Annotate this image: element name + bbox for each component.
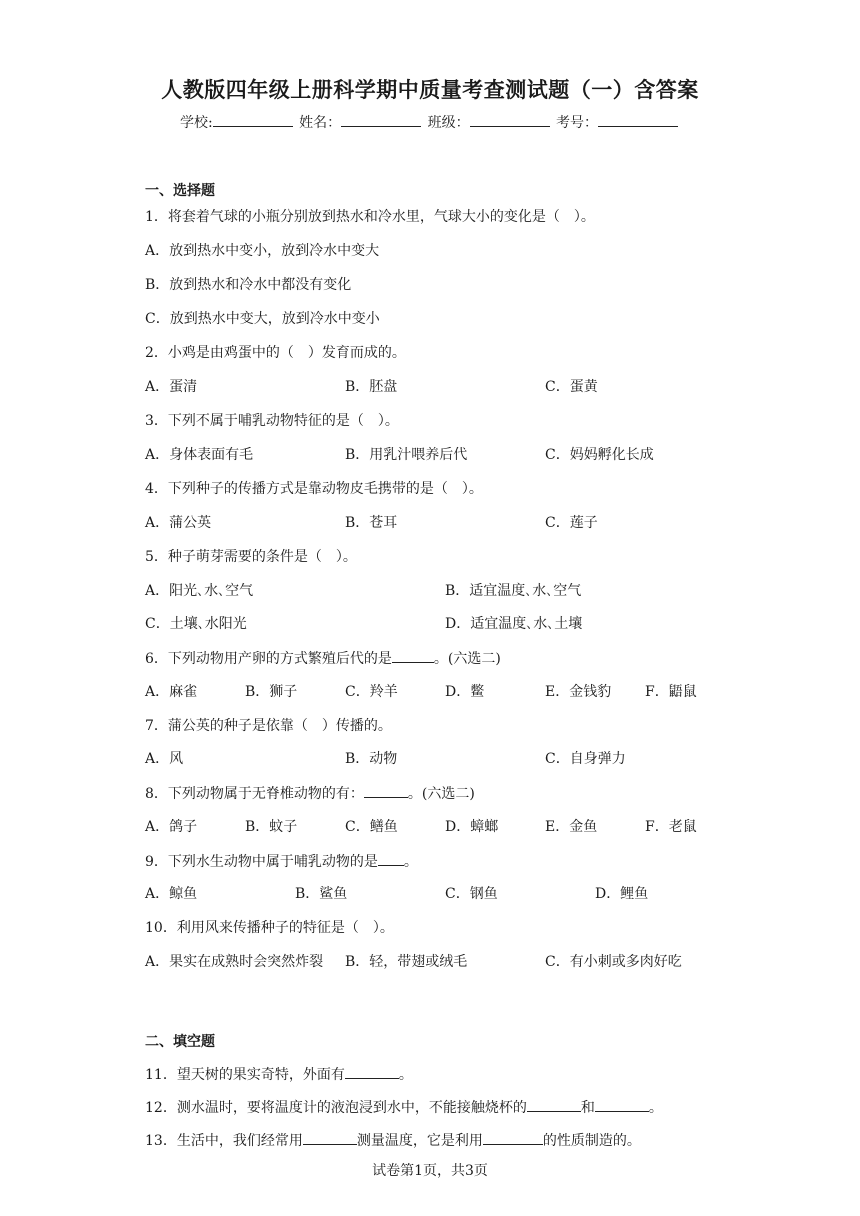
question-10-stem: 10．利用风来传播种子的特征是（ ）。 [145,920,394,936]
question-9-stem-text: 9．下列水生动物中属于哺乳动物的是 [145,854,378,870]
question-12-blank-2[interactable] [595,1097,649,1112]
question-4-option-b: B．苍耳 [345,515,398,531]
question-6-option-f: F．鼯鼠 [645,684,697,700]
question-2-option-a: A．蛋清 [145,379,198,395]
question-8-option-c: C．鳝鱼 [345,819,398,835]
question-6-option-a: A．麻雀 [145,684,198,700]
question-12-tail: 。 [648,1100,663,1116]
question-10-option-c: C．有小刺或多肉好吃 [545,954,682,970]
question-9-option-d: D．鲤鱼 [595,886,649,902]
question-1-option-a: A．放到热水中变小，放到冷水中变大 [145,243,380,259]
name-label: 姓名： [299,115,342,131]
question-6-option-d: D．鳖 [445,684,485,700]
question-7-option-b: B．动物 [345,751,398,767]
exam-number-label: 考号： [556,115,599,131]
question-8-option-f: F．老鼠 [645,819,697,835]
question-1-option-b: B．放到热水和冷水中都没有变化 [145,277,352,293]
question-1-stem: 1．将套着气球的小瓶分别放到热水和冷水里，气球大小的变化是（ ）。 [145,209,595,225]
question-3-option-b: B．用乳汁喂养后代 [345,447,468,463]
question-10-option-a: A．果实在成熟时会突然炸裂 [145,954,324,970]
question-2-option-b: B．胚盘 [345,379,398,395]
question-8-option-a: A．鸽子 [145,819,198,835]
question-8-stem [145,783,475,804]
question-13-tail: 的性质制造的。 [542,1133,641,1149]
school-blank[interactable] [213,112,293,127]
question-2-option-c: C．蛋黄 [545,379,598,395]
question-10-option-b: B．轻，带翅或绒毛 [345,954,468,970]
question-3-stem: 3．下列不属于哺乳动物特征的是（ ）。 [145,413,399,429]
question-11-text: 11．望天树的果实奇特，外面有 [145,1067,345,1083]
question-8-option-e: E．金鱼 [545,819,598,835]
question-5-option-d: D．适宜温度､水､土壤 [445,616,583,632]
question-4-option-a: A．蒲公英 [145,515,212,531]
question-9-option-a: A．鲸鱼 [145,886,198,902]
question-6-option-c: C．羚羊 [345,684,398,700]
page-footer: 试卷第1页，共3页 [372,1163,488,1179]
question-8-stem-text: 8．下列动物属于无脊椎动物的有： [145,786,364,802]
question-11 [145,1064,413,1085]
question-3-option-a: A．身体表面有毛 [145,447,254,463]
question-12-blank-1[interactable] [527,1097,581,1112]
question-7-stem: 7．蒲公英的种子是依靠（ ）传播的。 [145,718,392,734]
question-7-option-c: C．自身弹力 [545,751,626,767]
question-2-stem: 2．小鸡是由鸡蛋中的（ ）发育而成的。 [145,345,406,361]
question-9-stem [145,851,418,872]
question-9-option-b: B．鲨鱼 [295,886,348,902]
exam-number-blank[interactable] [598,112,678,127]
question-12-text: 12．测水温时，要将温度计的液泡浸到水中，不能接触烧杯的 [145,1100,527,1116]
question-13-text: 13．生活中，我们经常用 [145,1133,303,1149]
question-4-stem: 4．下列种子的传播方式是靠动物皮毛携带的是（ ）。 [145,481,483,497]
question-9-stem-tail: 。 [403,854,418,870]
question-4-option-c: C．莲子 [545,515,598,531]
question-6-option-e: E．金钱豹 [545,684,612,700]
section-heading-fill-in: 二、填空题 [145,1034,215,1050]
page-title: 人教版四年级上册科学期中质量考查测试题（一）含答案 [161,77,699,102]
student-info-line [0,112,860,132]
question-6-blank[interactable] [392,648,434,663]
question-11-blank[interactable] [345,1064,399,1079]
question-3-option-c: C．妈妈孵化长成 [545,447,654,463]
question-5-option-b: B．适宜温度､水､空气 [445,583,582,599]
school-label: 学校: [179,115,213,131]
question-13-blank-1[interactable] [303,1130,357,1145]
question-13-blank-2[interactable] [483,1130,543,1145]
question-13 [145,1130,641,1151]
class-blank[interactable] [470,112,550,127]
question-12 [145,1097,663,1118]
question-6-stem-text: 6．下列动物用产卵的方式繁殖后代的是 [145,651,392,667]
question-11-tail: 。 [398,1067,413,1083]
question-8-stem-tail: 。(六选二) [407,786,475,802]
question-9-blank[interactable] [378,851,404,866]
section-heading-choice: 一、选择题 [145,183,215,199]
question-6-option-b: B．狮子 [245,684,298,700]
name-blank[interactable] [341,112,421,127]
question-5-stem: 5．种子萌芽需要的条件是（ ）。 [145,549,357,565]
question-8-option-d: D．蟑螂 [445,819,499,835]
class-label: 班级： [427,115,470,131]
question-1-option-c: C．放到热水中变大，放到冷水中变小 [145,311,380,327]
question-6-stem [145,648,501,669]
question-13-mid: 测量温度，它是利用 [356,1133,483,1149]
question-9-option-c: C．钢鱼 [445,886,498,902]
question-6-stem-tail: 。(六选二) [433,651,501,667]
question-7-option-a: A．风 [145,751,184,767]
question-5-option-a: A．阳光､水､空气 [145,583,254,599]
question-8-blank[interactable] [364,783,408,798]
question-12-mid: 和 [580,1100,595,1116]
question-8-option-b: B．蚊子 [245,819,298,835]
question-5-option-c: C．土壤､水阳光 [145,616,247,632]
